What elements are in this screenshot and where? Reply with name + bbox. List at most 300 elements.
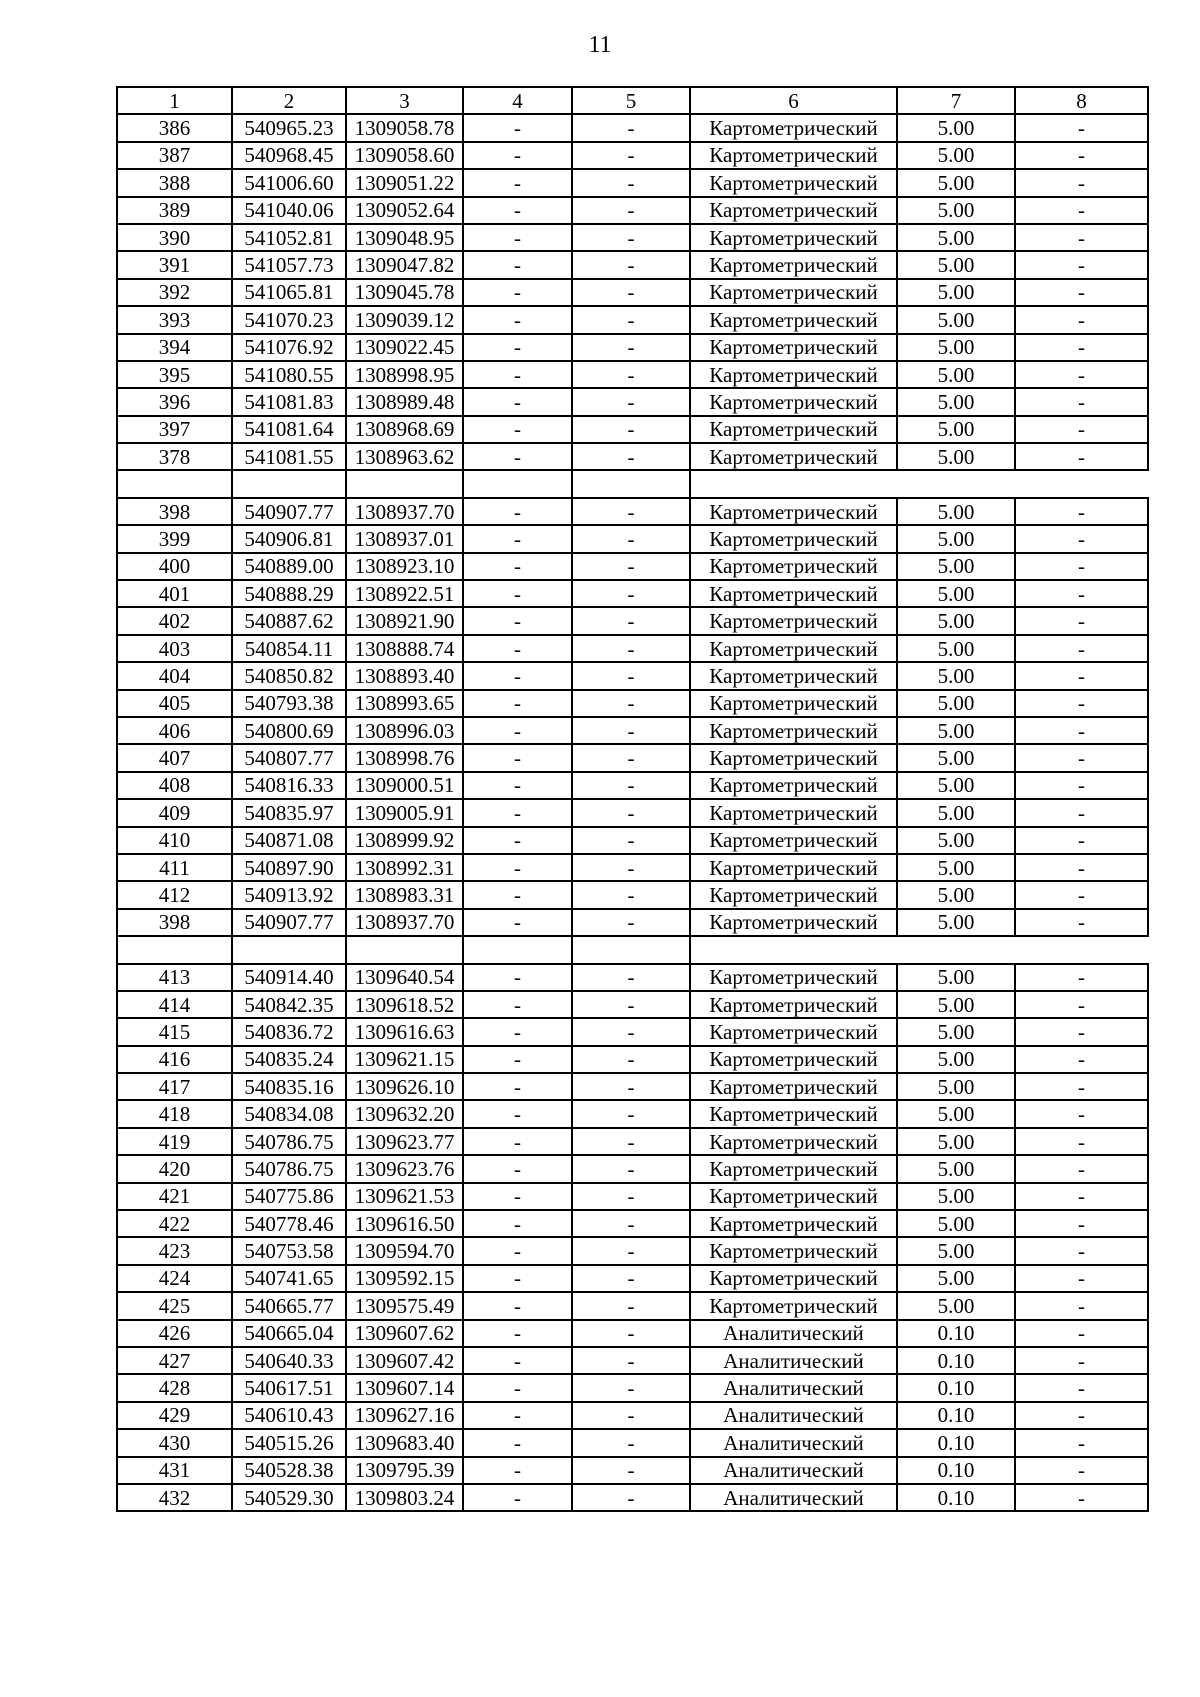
method-cell: Картометрический bbox=[690, 416, 897, 443]
method-cell: Картометрический bbox=[690, 1183, 897, 1210]
col-8-cell: - bbox=[1015, 251, 1148, 278]
col-5-cell: - bbox=[572, 416, 690, 443]
x-coordinate-cell: 540786.75 bbox=[232, 1155, 346, 1182]
x-coordinate-cell: 540640.33 bbox=[232, 1347, 346, 1374]
col-8-cell: - bbox=[1015, 1046, 1148, 1073]
y-coordinate-cell: 1308968.69 bbox=[346, 416, 463, 443]
col-4-cell: - bbox=[463, 1128, 572, 1155]
table-row bbox=[117, 964, 1148, 991]
y-coordinate-cell: 1309058.78 bbox=[346, 114, 463, 141]
empty-cell bbox=[346, 936, 463, 963]
header-cell: 4 bbox=[463, 87, 572, 114]
point-number-cell: 400 bbox=[117, 553, 232, 580]
y-coordinate-cell: 1309607.14 bbox=[346, 1374, 463, 1401]
method-cell: Картометрический bbox=[690, 1155, 897, 1182]
col-4-cell: - bbox=[463, 1457, 572, 1484]
x-coordinate-cell: 540968.45 bbox=[232, 142, 346, 169]
x-coordinate-cell: 540834.08 bbox=[232, 1100, 346, 1127]
x-coordinate-cell: 540665.77 bbox=[232, 1292, 346, 1319]
point-number-cell: 431 bbox=[117, 1457, 232, 1484]
table-row bbox=[117, 114, 1148, 141]
accuracy-cell: 5.00 bbox=[897, 1073, 1015, 1100]
accuracy-cell: 0.10 bbox=[897, 1374, 1015, 1401]
col-5-cell: - bbox=[572, 443, 690, 470]
col-5-cell: - bbox=[572, 1347, 690, 1374]
x-coordinate-cell: 540888.29 bbox=[232, 580, 346, 607]
empty-cell bbox=[117, 470, 232, 497]
y-coordinate-cell: 1308923.10 bbox=[346, 553, 463, 580]
col-5-cell: - bbox=[572, 1429, 690, 1456]
y-coordinate-cell: 1309623.77 bbox=[346, 1128, 463, 1155]
table-separator-row bbox=[117, 936, 1148, 963]
x-coordinate-cell: 540871.08 bbox=[232, 827, 346, 854]
col-5-cell: - bbox=[572, 169, 690, 196]
y-coordinate-cell: 1308989.48 bbox=[346, 388, 463, 415]
point-number-cell: 421 bbox=[117, 1183, 232, 1210]
col-5-cell: - bbox=[572, 1183, 690, 1210]
y-coordinate-cell: 1309803.24 bbox=[346, 1484, 463, 1511]
point-number-cell: 406 bbox=[117, 717, 232, 744]
point-number-cell: 422 bbox=[117, 1210, 232, 1237]
col-8-cell: - bbox=[1015, 1374, 1148, 1401]
col-4-cell: - bbox=[463, 279, 572, 306]
point-number-cell: 404 bbox=[117, 662, 232, 689]
accuracy-cell: 5.00 bbox=[897, 361, 1015, 388]
col-4-cell: - bbox=[463, 1265, 572, 1292]
method-cell: Картометрический bbox=[690, 1100, 897, 1127]
x-coordinate-cell: 540775.86 bbox=[232, 1183, 346, 1210]
col-8-cell: - bbox=[1015, 827, 1148, 854]
col-5-cell: - bbox=[572, 854, 690, 881]
y-coordinate-cell: 1309795.39 bbox=[346, 1457, 463, 1484]
accuracy-cell: 5.00 bbox=[897, 854, 1015, 881]
col-5-cell: - bbox=[572, 1374, 690, 1401]
table-row bbox=[117, 388, 1148, 415]
y-coordinate-cell: 1308893.40 bbox=[346, 662, 463, 689]
y-coordinate-cell: 1308998.76 bbox=[346, 744, 463, 771]
x-coordinate-cell: 540800.69 bbox=[232, 717, 346, 744]
col-5-cell: - bbox=[572, 1484, 690, 1511]
point-number-cell: 429 bbox=[117, 1402, 232, 1429]
col-8-cell: - bbox=[1015, 443, 1148, 470]
accuracy-cell: 5.00 bbox=[897, 416, 1015, 443]
col-8-cell: - bbox=[1015, 306, 1148, 333]
method-cell: Картометрический bbox=[690, 881, 897, 908]
x-coordinate-cell: 540529.30 bbox=[232, 1484, 346, 1511]
x-coordinate-cell: 540887.62 bbox=[232, 607, 346, 634]
point-number-cell: 415 bbox=[117, 1018, 232, 1045]
accuracy-cell: 5.00 bbox=[897, 717, 1015, 744]
x-coordinate-cell: 540515.26 bbox=[232, 1429, 346, 1456]
method-cell: Картометрический bbox=[690, 827, 897, 854]
accuracy-cell: 0.10 bbox=[897, 1457, 1015, 1484]
accuracy-cell: 5.00 bbox=[897, 1237, 1015, 1264]
col-8-cell: - bbox=[1015, 361, 1148, 388]
col-5-cell: - bbox=[572, 279, 690, 306]
col-5-cell: - bbox=[572, 1457, 690, 1484]
table-row bbox=[117, 197, 1148, 224]
y-coordinate-cell: 1309045.78 bbox=[346, 279, 463, 306]
table-row bbox=[117, 251, 1148, 278]
col-4-cell: - bbox=[463, 1155, 572, 1182]
table-row bbox=[117, 662, 1148, 689]
col-4-cell: - bbox=[463, 1429, 572, 1456]
method-cell: Аналитический bbox=[690, 1429, 897, 1456]
col-8-cell: - bbox=[1015, 1018, 1148, 1045]
point-number-cell: 392 bbox=[117, 279, 232, 306]
point-number-cell: 416 bbox=[117, 1046, 232, 1073]
col-4-cell: - bbox=[463, 416, 572, 443]
method-cell: Картометрический bbox=[690, 1210, 897, 1237]
method-cell: Картометрический bbox=[690, 662, 897, 689]
method-cell: Картометрический bbox=[690, 799, 897, 826]
col-5-cell: - bbox=[572, 662, 690, 689]
accuracy-cell: 5.00 bbox=[897, 142, 1015, 169]
y-coordinate-cell: 1309618.52 bbox=[346, 991, 463, 1018]
col-8-cell: - bbox=[1015, 1320, 1148, 1347]
point-number-cell: 407 bbox=[117, 744, 232, 771]
point-number-cell: 411 bbox=[117, 854, 232, 881]
accuracy-cell: 5.00 bbox=[897, 827, 1015, 854]
method-cell: Картометрический bbox=[690, 498, 897, 525]
col-8-cell: - bbox=[1015, 388, 1148, 415]
col-8-cell: - bbox=[1015, 553, 1148, 580]
method-cell: Картометрический bbox=[690, 443, 897, 470]
point-number-cell: 394 bbox=[117, 334, 232, 361]
y-coordinate-cell: 1308992.31 bbox=[346, 854, 463, 881]
col-4-cell: - bbox=[463, 114, 572, 141]
accuracy-cell: 5.00 bbox=[897, 635, 1015, 662]
col-5-cell: - bbox=[572, 197, 690, 224]
empty-cell bbox=[572, 936, 690, 963]
point-number-cell: 417 bbox=[117, 1073, 232, 1100]
col-5-cell: - bbox=[572, 334, 690, 361]
y-coordinate-cell: 1309592.15 bbox=[346, 1265, 463, 1292]
col-4-cell: - bbox=[463, 388, 572, 415]
accuracy-cell: 5.00 bbox=[897, 1210, 1015, 1237]
y-coordinate-cell: 1309052.64 bbox=[346, 197, 463, 224]
col-8-cell: - bbox=[1015, 1292, 1148, 1319]
col-4-cell: - bbox=[463, 881, 572, 908]
accuracy-cell: 5.00 bbox=[897, 1183, 1015, 1210]
accuracy-cell: 5.00 bbox=[897, 224, 1015, 251]
method-cell: Картометрический bbox=[690, 909, 897, 936]
col-8-cell: - bbox=[1015, 909, 1148, 936]
col-4-cell: - bbox=[463, 334, 572, 361]
table-row bbox=[117, 1237, 1148, 1264]
y-coordinate-cell: 1309627.16 bbox=[346, 1402, 463, 1429]
table-row bbox=[117, 416, 1148, 443]
method-cell: Аналитический bbox=[690, 1484, 897, 1511]
y-coordinate-cell: 1309047.82 bbox=[346, 251, 463, 278]
col-8-cell: - bbox=[1015, 854, 1148, 881]
col-5-cell: - bbox=[572, 553, 690, 580]
col-4-cell: - bbox=[463, 169, 572, 196]
table-row bbox=[117, 827, 1148, 854]
y-coordinate-cell: 1309039.12 bbox=[346, 306, 463, 333]
x-coordinate-cell: 541080.55 bbox=[232, 361, 346, 388]
col-8-cell: - bbox=[1015, 169, 1148, 196]
col-8-cell: - bbox=[1015, 1155, 1148, 1182]
x-coordinate-cell: 540753.58 bbox=[232, 1237, 346, 1264]
point-number-cell: 414 bbox=[117, 991, 232, 1018]
col-5-cell: - bbox=[572, 964, 690, 991]
accuracy-cell: 5.00 bbox=[897, 690, 1015, 717]
accuracy-cell: 5.00 bbox=[897, 279, 1015, 306]
col-4-cell: - bbox=[463, 1100, 572, 1127]
x-coordinate-cell: 540907.77 bbox=[232, 498, 346, 525]
table-row bbox=[117, 854, 1148, 881]
point-number-cell: 408 bbox=[117, 772, 232, 799]
table-header-row bbox=[117, 87, 1148, 114]
col-8-cell: - bbox=[1015, 772, 1148, 799]
table-row bbox=[117, 1100, 1148, 1127]
accuracy-cell: 5.00 bbox=[897, 964, 1015, 991]
col-8-cell: - bbox=[1015, 1128, 1148, 1155]
table-row bbox=[117, 1374, 1148, 1401]
table-row bbox=[117, 1155, 1148, 1182]
col-4-cell: - bbox=[463, 1484, 572, 1511]
table-row bbox=[117, 1320, 1148, 1347]
x-coordinate-cell: 540850.82 bbox=[232, 662, 346, 689]
y-coordinate-cell: 1308922.51 bbox=[346, 580, 463, 607]
point-number-cell: 430 bbox=[117, 1429, 232, 1456]
x-coordinate-cell: 540965.23 bbox=[232, 114, 346, 141]
col-5-cell: - bbox=[572, 799, 690, 826]
table-row bbox=[117, 1457, 1148, 1484]
table-row bbox=[117, 799, 1148, 826]
method-cell: Картометрический bbox=[690, 361, 897, 388]
method-cell: Картометрический bbox=[690, 224, 897, 251]
y-coordinate-cell: 1308921.90 bbox=[346, 607, 463, 634]
accuracy-cell: 0.10 bbox=[897, 1429, 1015, 1456]
col-4-cell: - bbox=[463, 662, 572, 689]
header-cell: 1 bbox=[117, 87, 232, 114]
y-coordinate-cell: 1309058.60 bbox=[346, 142, 463, 169]
col-8-cell: - bbox=[1015, 744, 1148, 771]
point-number-cell: 412 bbox=[117, 881, 232, 908]
point-number-cell: 402 bbox=[117, 607, 232, 634]
accuracy-cell: 5.00 bbox=[897, 1046, 1015, 1073]
empty-merged-cell bbox=[690, 936, 1148, 963]
point-number-cell: 378 bbox=[117, 443, 232, 470]
x-coordinate-cell: 540610.43 bbox=[232, 1402, 346, 1429]
col-8-cell: - bbox=[1015, 1429, 1148, 1456]
x-coordinate-cell: 540793.38 bbox=[232, 690, 346, 717]
col-4-cell: - bbox=[463, 635, 572, 662]
table-row bbox=[117, 1402, 1148, 1429]
col-5-cell: - bbox=[572, 1073, 690, 1100]
col-5-cell: - bbox=[572, 690, 690, 717]
col-5-cell: - bbox=[572, 991, 690, 1018]
table-row bbox=[117, 909, 1148, 936]
method-cell: Аналитический bbox=[690, 1320, 897, 1347]
table-row bbox=[117, 1073, 1148, 1100]
method-cell: Картометрический bbox=[690, 251, 897, 278]
col-8-cell: - bbox=[1015, 964, 1148, 991]
col-4-cell: - bbox=[463, 1046, 572, 1073]
y-coordinate-cell: 1308983.31 bbox=[346, 881, 463, 908]
point-number-cell: 423 bbox=[117, 1237, 232, 1264]
x-coordinate-cell: 540907.77 bbox=[232, 909, 346, 936]
table-row bbox=[117, 1429, 1148, 1456]
accuracy-cell: 5.00 bbox=[897, 388, 1015, 415]
col-4-cell: - bbox=[463, 1073, 572, 1100]
col-8-cell: - bbox=[1015, 1402, 1148, 1429]
method-cell: Картометрический bbox=[690, 690, 897, 717]
method-cell: Картометрический bbox=[690, 279, 897, 306]
page-number: 11 bbox=[588, 32, 612, 58]
x-coordinate-cell: 540842.35 bbox=[232, 991, 346, 1018]
table-row bbox=[117, 553, 1148, 580]
x-coordinate-cell: 540897.90 bbox=[232, 854, 346, 881]
col-4-cell: - bbox=[463, 1183, 572, 1210]
point-number-cell: 427 bbox=[117, 1347, 232, 1374]
method-cell: Картометрический bbox=[690, 142, 897, 169]
table-row bbox=[117, 1183, 1148, 1210]
accuracy-cell: 5.00 bbox=[897, 306, 1015, 333]
table-row bbox=[117, 1128, 1148, 1155]
accuracy-cell: 5.00 bbox=[897, 443, 1015, 470]
accuracy-cell: 5.00 bbox=[897, 1018, 1015, 1045]
col-8-cell: - bbox=[1015, 580, 1148, 607]
col-5-cell: - bbox=[572, 827, 690, 854]
method-cell: Картометрический bbox=[690, 580, 897, 607]
col-8-cell: - bbox=[1015, 991, 1148, 1018]
point-number-cell: 398 bbox=[117, 909, 232, 936]
accuracy-cell: 5.00 bbox=[897, 607, 1015, 634]
col-5-cell: - bbox=[572, 224, 690, 251]
table-row bbox=[117, 443, 1148, 470]
point-number-cell: 387 bbox=[117, 142, 232, 169]
col-8-cell: - bbox=[1015, 717, 1148, 744]
y-coordinate-cell: 1309623.76 bbox=[346, 1155, 463, 1182]
x-coordinate-cell: 540906.81 bbox=[232, 525, 346, 552]
y-coordinate-cell: 1309607.42 bbox=[346, 1347, 463, 1374]
accuracy-cell: 5.00 bbox=[897, 799, 1015, 826]
method-cell: Картометрический bbox=[690, 854, 897, 881]
header-cell: 5 bbox=[572, 87, 690, 114]
table-row bbox=[117, 607, 1148, 634]
method-cell: Картометрический bbox=[690, 772, 897, 799]
accuracy-cell: 5.00 bbox=[897, 1292, 1015, 1319]
col-8-cell: - bbox=[1015, 1073, 1148, 1100]
col-5-cell: - bbox=[572, 1046, 690, 1073]
col-4-cell: - bbox=[463, 909, 572, 936]
point-number-cell: 426 bbox=[117, 1320, 232, 1347]
method-cell: Аналитический bbox=[690, 1374, 897, 1401]
col-8-cell: - bbox=[1015, 1183, 1148, 1210]
y-coordinate-cell: 1309640.54 bbox=[346, 964, 463, 991]
col-4-cell: - bbox=[463, 854, 572, 881]
accuracy-cell: 5.00 bbox=[897, 553, 1015, 580]
col-5-cell: - bbox=[572, 142, 690, 169]
col-4-cell: - bbox=[463, 361, 572, 388]
coordinates-table bbox=[116, 86, 1149, 1512]
y-coordinate-cell: 1308937.01 bbox=[346, 525, 463, 552]
point-number-cell: 393 bbox=[117, 306, 232, 333]
y-coordinate-cell: 1309683.40 bbox=[346, 1429, 463, 1456]
table-row bbox=[117, 1347, 1148, 1374]
col-8-cell: - bbox=[1015, 142, 1148, 169]
method-cell: Картометрический bbox=[690, 1018, 897, 1045]
x-coordinate-cell: 541057.73 bbox=[232, 251, 346, 278]
accuracy-cell: 5.00 bbox=[897, 662, 1015, 689]
method-cell: Картометрический bbox=[690, 1073, 897, 1100]
x-coordinate-cell: 541070.23 bbox=[232, 306, 346, 333]
x-coordinate-cell: 540741.65 bbox=[232, 1265, 346, 1292]
table-row bbox=[117, 1484, 1148, 1511]
empty-cell bbox=[463, 936, 572, 963]
method-cell: Картометрический bbox=[690, 114, 897, 141]
method-cell: Картометрический bbox=[690, 553, 897, 580]
accuracy-cell: 5.00 bbox=[897, 744, 1015, 771]
col-8-cell: - bbox=[1015, 799, 1148, 826]
x-coordinate-cell: 540889.00 bbox=[232, 553, 346, 580]
table-row bbox=[117, 881, 1148, 908]
col-8-cell: - bbox=[1015, 416, 1148, 443]
col-4-cell: - bbox=[463, 142, 572, 169]
method-cell: Картометрический bbox=[690, 744, 897, 771]
method-cell: Картометрический bbox=[690, 1046, 897, 1073]
table-row bbox=[117, 169, 1148, 196]
x-coordinate-cell: 540836.72 bbox=[232, 1018, 346, 1045]
col-5-cell: - bbox=[572, 1402, 690, 1429]
accuracy-cell: 5.00 bbox=[897, 881, 1015, 908]
header-cell: 7 bbox=[897, 87, 1015, 114]
y-coordinate-cell: 1309616.50 bbox=[346, 1210, 463, 1237]
col-8-cell: - bbox=[1015, 1457, 1148, 1484]
y-coordinate-cell: 1308937.70 bbox=[346, 909, 463, 936]
point-number-cell: 403 bbox=[117, 635, 232, 662]
col-4-cell: - bbox=[463, 717, 572, 744]
col-4-cell: - bbox=[463, 744, 572, 771]
col-4-cell: - bbox=[463, 1320, 572, 1347]
col-4-cell: - bbox=[463, 772, 572, 799]
col-8-cell: - bbox=[1015, 224, 1148, 251]
method-cell: Картометрический bbox=[690, 306, 897, 333]
col-5-cell: - bbox=[572, 388, 690, 415]
col-5-cell: - bbox=[572, 251, 690, 278]
accuracy-cell: 0.10 bbox=[897, 1347, 1015, 1374]
method-cell: Картометрический bbox=[690, 717, 897, 744]
x-coordinate-cell: 540778.46 bbox=[232, 1210, 346, 1237]
col-8-cell: - bbox=[1015, 114, 1148, 141]
accuracy-cell: 5.00 bbox=[897, 525, 1015, 552]
table-row bbox=[117, 1265, 1148, 1292]
col-4-cell: - bbox=[463, 827, 572, 854]
col-5-cell: - bbox=[572, 1210, 690, 1237]
col-8-cell: - bbox=[1015, 498, 1148, 525]
col-8-cell: - bbox=[1015, 881, 1148, 908]
col-8-cell: - bbox=[1015, 1100, 1148, 1127]
col-4-cell: - bbox=[463, 553, 572, 580]
point-number-cell: 419 bbox=[117, 1128, 232, 1155]
col-4-cell: - bbox=[463, 1237, 572, 1264]
col-8-cell: - bbox=[1015, 1347, 1148, 1374]
col-4-cell: - bbox=[463, 443, 572, 470]
col-4-cell: - bbox=[463, 690, 572, 717]
method-cell: Картометрический bbox=[690, 334, 897, 361]
accuracy-cell: 0.10 bbox=[897, 1320, 1015, 1347]
point-number-cell: 388 bbox=[117, 169, 232, 196]
method-cell: Картометрический bbox=[690, 607, 897, 634]
accuracy-cell: 5.00 bbox=[897, 197, 1015, 224]
method-cell: Картометрический bbox=[690, 525, 897, 552]
col-8-cell: - bbox=[1015, 635, 1148, 662]
point-number-cell: 397 bbox=[117, 416, 232, 443]
table-row bbox=[117, 1018, 1148, 1045]
